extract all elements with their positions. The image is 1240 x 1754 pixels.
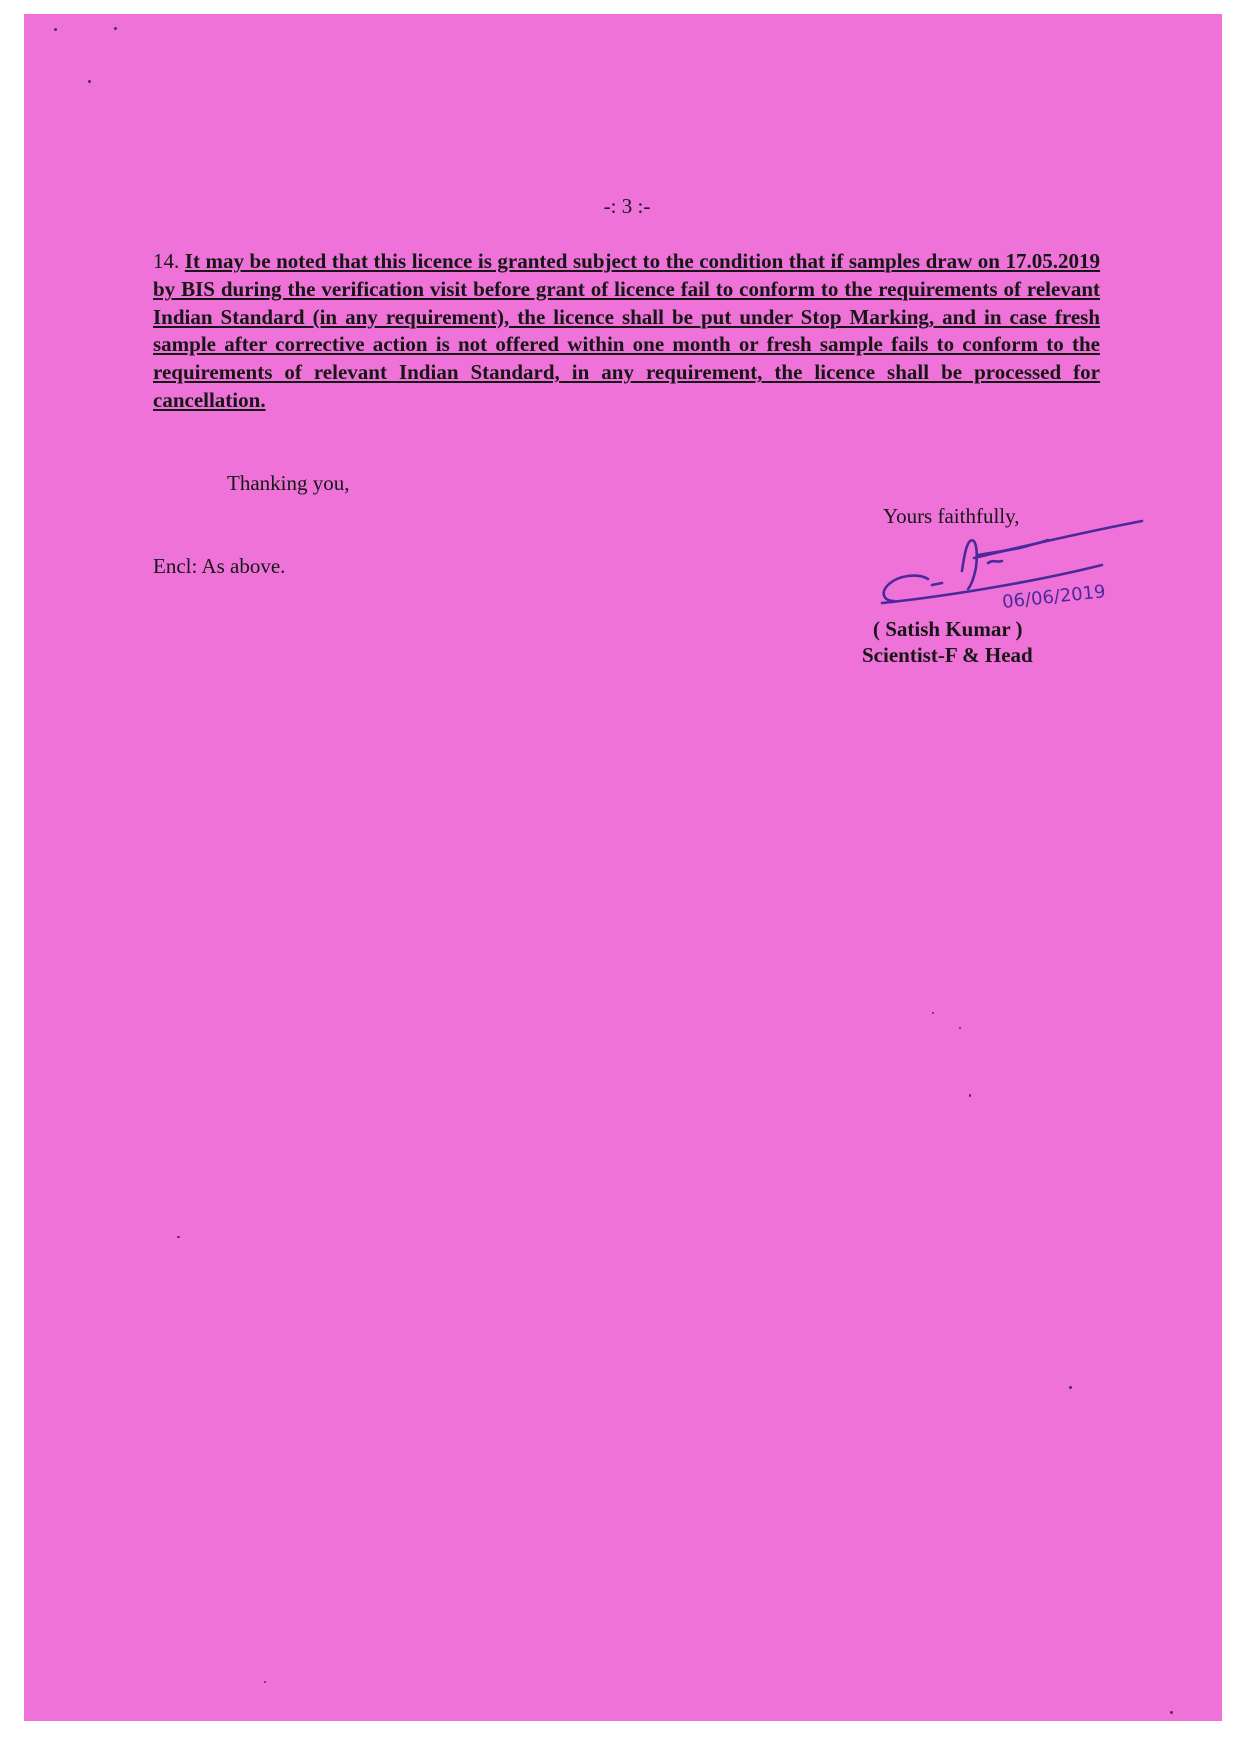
paper-speck — [969, 1094, 971, 1097]
valediction: Yours faithfully, — [883, 504, 1020, 528]
paper-speck — [1170, 1711, 1173, 1714]
paper-speck — [114, 27, 117, 30]
signature-date: 06/06/2019 — [1001, 581, 1107, 613]
signature-stroke — [962, 540, 977, 589]
thanking-line: Thanking you, — [227, 471, 350, 495]
paper-speck — [959, 1027, 961, 1029]
paragraph-text: It may be noted that this licence is granted subject to the condition that if samples draw on 17.05.2019 by BIS during the verification visit before grant of licence fail to conform to the requirements of relevant Indian Standard (in any requirement), the licence shall be put under Stop Marking, and in case fresh sample after corrective action is not offered within one month or fresh sample fails to conform to the requirements of relevant Indian Standard, in any requirement, the licence shall be processed for cancellation. — [153, 249, 1101, 412]
page-number: -: 3 :- — [603, 194, 651, 218]
paper-speck — [1069, 1386, 1072, 1389]
paper-speck — [932, 1012, 934, 1014]
paper-speck — [177, 1236, 180, 1238]
paper-speck — [264, 1681, 266, 1683]
paper-speck — [88, 80, 91, 83]
signatory-title: Scientist-F & Head — [862, 643, 1033, 667]
paper-speck — [54, 28, 57, 31]
signature-stroke — [988, 561, 1002, 563]
enclosure-line: Encl: As above. — [153, 554, 286, 578]
paragraph-14 — [153, 248, 1100, 415]
paragraph-number: 14. — [153, 249, 180, 273]
signatory-name: ( Satish Kumar ) — [873, 617, 1023, 641]
signature-stroke — [932, 583, 942, 585]
handwritten-signature — [870, 515, 1150, 620]
